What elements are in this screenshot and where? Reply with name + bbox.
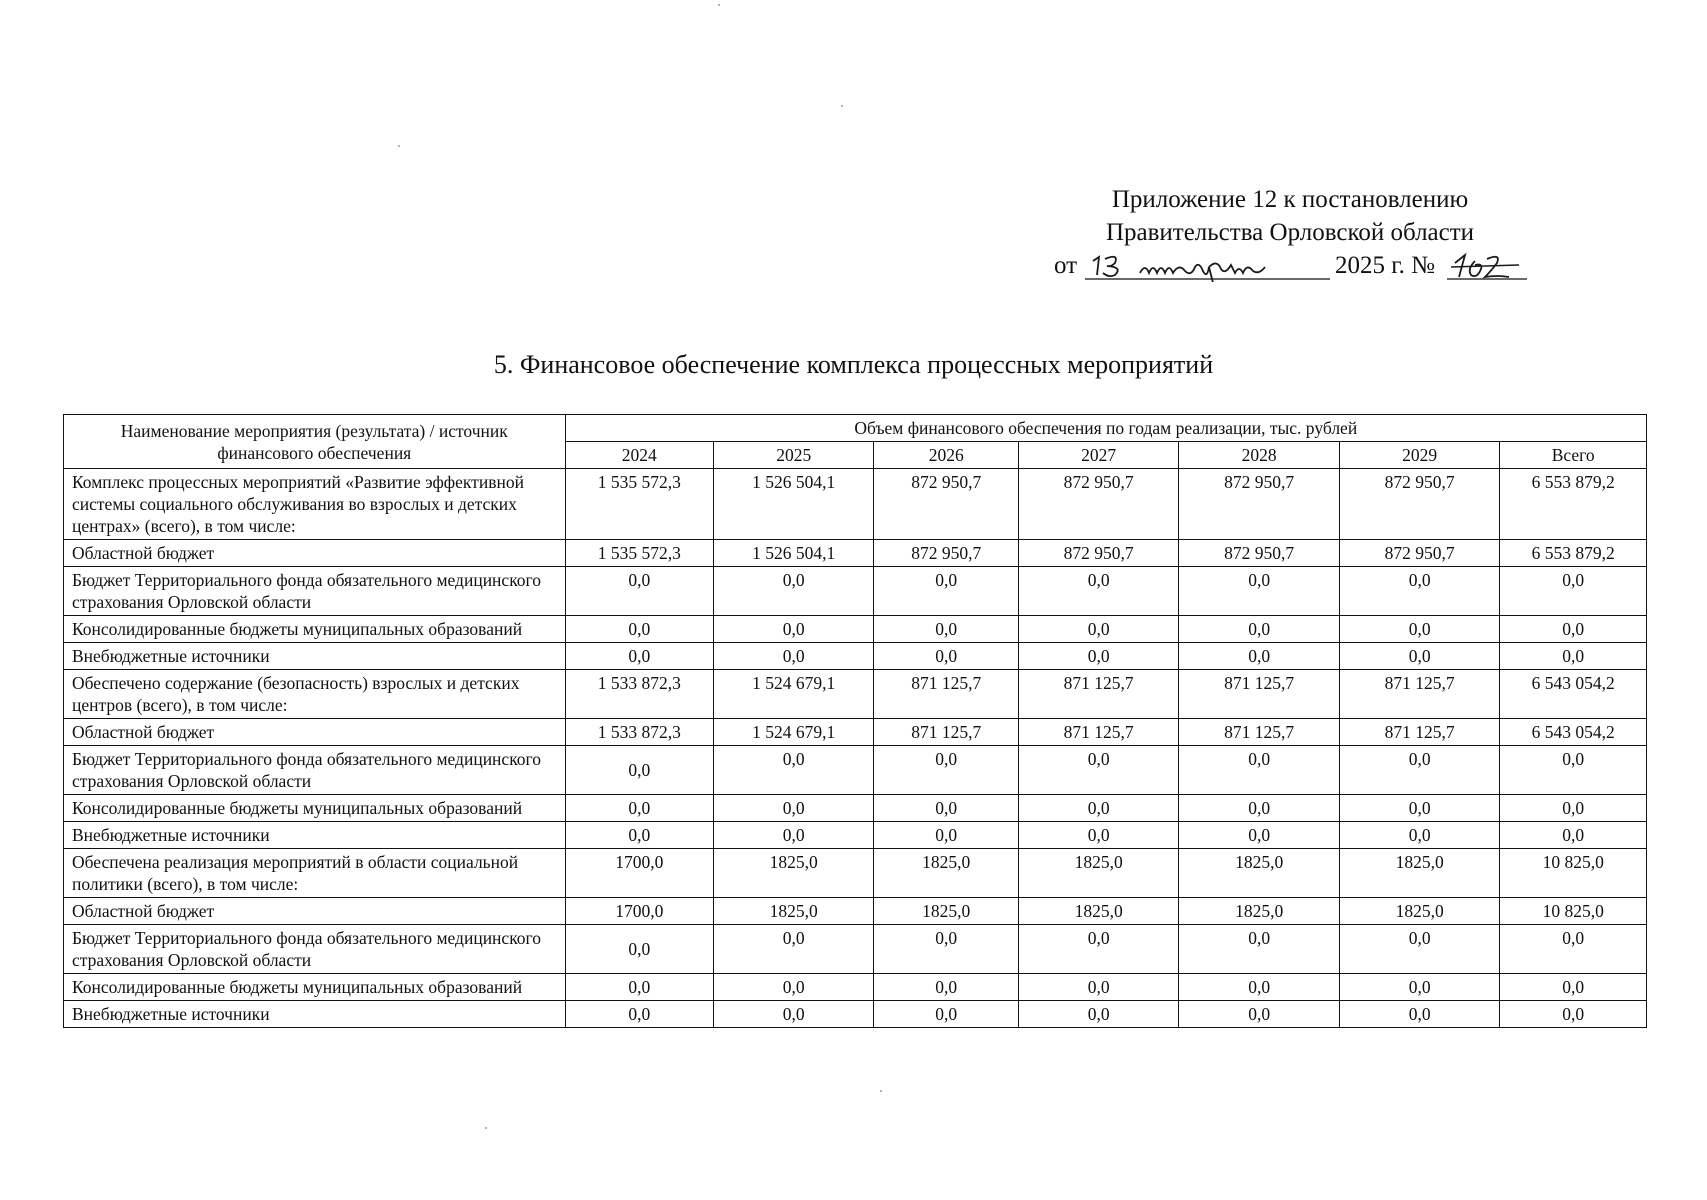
cell-value: 1825,0 (1179, 849, 1339, 898)
table-row (64, 898, 1647, 925)
year-text: 2025 г. № (1335, 252, 1436, 279)
year-header: 2025 (714, 442, 874, 469)
cell-value: 871 125,7 (1339, 719, 1499, 746)
appendix-header (1040, 183, 1540, 282)
cell-value: 0,0 (565, 925, 713, 974)
table-row (64, 616, 1647, 643)
row-name: Обеспечено содержание (безопасность) взрослых и детских центров (всего), в том числе: (64, 670, 566, 719)
header-row (64, 415, 1647, 442)
table-row (64, 567, 1647, 616)
cell-value: 0,0 (1018, 616, 1178, 643)
date-prefix: от (1054, 252, 1078, 279)
year-header: 2026 (874, 442, 1018, 469)
cell-value: 6 543 054,2 (1500, 670, 1647, 719)
cell-value: 0,0 (714, 616, 874, 643)
cell-value: 0,0 (714, 925, 874, 974)
cell-value: 1 526 504,1 (714, 469, 874, 540)
row-name: Комплекс процессных мероприятий «Развитие эффективной системы социального обслуживания во взрослых и детских центрах» (всего), в том числе: (64, 469, 566, 540)
row-name: Консолидированные бюджеты муниципальных образований (64, 974, 566, 1001)
cell-value: 0,0 (1018, 795, 1178, 822)
appendix-line-2: Правительства Орловской области (1105, 219, 1475, 246)
year-header: 2024 (565, 442, 713, 469)
scan-speck (841, 105, 843, 107)
cell-value: 1 524 679,1 (714, 670, 874, 719)
cell-value: 1 533 872,3 (565, 719, 713, 746)
row-name: Бюджет Территориального фонда обязательного медицинского страхования Орловской области (64, 746, 566, 795)
cell-value: 0,0 (874, 567, 1018, 616)
cell-value: 0,0 (714, 822, 874, 849)
table-row (64, 974, 1647, 1001)
table-row (64, 822, 1647, 849)
table-row (64, 1001, 1647, 1028)
cell-value: 6 553 879,2 (1500, 540, 1647, 567)
cell-value: 1825,0 (1179, 898, 1339, 925)
cell-value: 0,0 (1339, 974, 1499, 1001)
scan-speck (485, 1127, 487, 1129)
total-header: Всего (1500, 442, 1647, 469)
cell-value: 0,0 (874, 822, 1018, 849)
row-name: Консолидированные бюджеты муниципальных образований (64, 795, 566, 822)
scan-speck (880, 1090, 882, 1092)
cell-value: 0,0 (874, 974, 1018, 1001)
cell-value: 0,0 (1500, 567, 1647, 616)
row-name: Областной бюджет (64, 540, 566, 567)
cell-value: 1 535 572,3 (565, 540, 713, 567)
row-name: Внебюджетные источники (64, 643, 566, 670)
cell-value: 0,0 (565, 1001, 713, 1028)
table-row (64, 795, 1647, 822)
row-name: Консолидированные бюджеты муниципальных образований (64, 616, 566, 643)
cell-value: 1 526 504,1 (714, 540, 874, 567)
cell-value: 0,0 (1018, 1001, 1178, 1028)
cell-value: 0,0 (1500, 746, 1647, 795)
cell-value: 0,0 (1179, 925, 1339, 974)
cell-value: 0,0 (1018, 643, 1178, 670)
cell-value: 1825,0 (874, 849, 1018, 898)
appendix-line-1: Приложение 12 к постановлению (1111, 186, 1469, 213)
table-row (64, 540, 1647, 567)
cell-value: 871 125,7 (1018, 719, 1178, 746)
cell-value: 0,0 (1018, 567, 1178, 616)
cell-value: 1825,0 (1339, 898, 1499, 925)
year-header: 2029 (1339, 442, 1499, 469)
cell-value: 0,0 (565, 795, 713, 822)
cell-value: 0,0 (1179, 974, 1339, 1001)
cell-value: 0,0 (714, 974, 874, 1001)
cell-value: 0,0 (874, 643, 1018, 670)
cell-value: 1825,0 (1018, 898, 1178, 925)
cell-value: 0,0 (1500, 925, 1647, 974)
cell-value: 0,0 (565, 616, 713, 643)
column-header-volume: Объем финансового обеспечения по годам реализации, тыс. рублей (565, 415, 1646, 442)
row-name: Внебюджетные источники (64, 822, 566, 849)
row-name: Внебюджетные источники (64, 1001, 566, 1028)
cell-value: 1825,0 (874, 898, 1018, 925)
cell-value: 0,0 (1500, 822, 1647, 849)
cell-value: 10 825,0 (1500, 898, 1647, 925)
cell-value: 0,0 (874, 616, 1018, 643)
scan-speck (718, 4, 720, 6)
cell-value: 0,0 (565, 643, 713, 670)
cell-value: 0,0 (1500, 616, 1647, 643)
cell-value: 872 950,7 (1179, 540, 1339, 567)
table-row (64, 643, 1647, 670)
cell-value: 1 524 679,1 (714, 719, 874, 746)
cell-value: 1825,0 (714, 849, 874, 898)
cell-value: 0,0 (714, 746, 874, 795)
cell-value: 871 125,7 (1179, 670, 1339, 719)
cell-value: 0,0 (1018, 822, 1178, 849)
cell-value: 0,0 (714, 567, 874, 616)
cell-value: 872 950,7 (1018, 469, 1178, 540)
cell-value: 0,0 (565, 746, 713, 795)
column-header-name: Наименование мероприятия (результата) / источник финансового обеспечения (64, 415, 566, 469)
cell-value: 872 950,7 (1339, 469, 1499, 540)
cell-value: 871 125,7 (1179, 719, 1339, 746)
row-name: Областной бюджет (64, 898, 566, 925)
cell-value: 0,0 (565, 567, 713, 616)
cell-value: 872 950,7 (874, 540, 1018, 567)
cell-value: 1700,0 (565, 849, 713, 898)
cell-value: 0,0 (1339, 616, 1499, 643)
cell-value: 872 950,7 (1339, 540, 1499, 567)
row-name: Обеспечена реализация мероприятий в области социальной политики (всего), в том числе: (64, 849, 566, 898)
row-name: Бюджет Территориального фонда обязательного медицинского страхования Орловской области (64, 925, 566, 974)
table-row (64, 925, 1647, 974)
cell-value: 0,0 (1339, 822, 1499, 849)
cell-value: 871 125,7 (874, 670, 1018, 719)
table-row (64, 670, 1647, 719)
cell-value: 0,0 (565, 822, 713, 849)
cell-value: 0,0 (874, 795, 1018, 822)
cell-value: 871 125,7 (1018, 670, 1178, 719)
cell-value: 1825,0 (1018, 849, 1178, 898)
year-header: 2027 (1018, 442, 1178, 469)
cell-value: 0,0 (1179, 795, 1339, 822)
cell-value: 10 825,0 (1500, 849, 1647, 898)
financing-table (63, 414, 1647, 1028)
cell-value: 0,0 (1179, 746, 1339, 795)
cell-value: 0,0 (1339, 795, 1499, 822)
cell-value: 0,0 (565, 974, 713, 1001)
handwritten-number-signature (1447, 249, 1527, 282)
cell-value: 0,0 (714, 795, 874, 822)
cell-value: 0,0 (714, 643, 874, 670)
cell-value: 0,0 (1339, 746, 1499, 795)
cell-value: 0,0 (1500, 974, 1647, 1001)
table-row (64, 719, 1647, 746)
row-name: Областной бюджет (64, 719, 566, 746)
cell-value: 1825,0 (1339, 849, 1499, 898)
year-header: 2028 (1179, 442, 1339, 469)
cell-value: 0,0 (1339, 925, 1499, 974)
cell-value: 0,0 (1179, 822, 1339, 849)
section-title: 5. Финансовое обеспечение комплекса процессных мероприятий (493, 350, 1214, 379)
cell-value: 0,0 (1179, 616, 1339, 643)
cell-value: 0,0 (1179, 643, 1339, 670)
cell-value: 1700,0 (565, 898, 713, 925)
cell-value: 871 125,7 (874, 719, 1018, 746)
cell-value: 0,0 (1500, 643, 1647, 670)
cell-value: 0,0 (1179, 1001, 1339, 1028)
table-row (64, 469, 1647, 540)
cell-value: 0,0 (874, 1001, 1018, 1028)
cell-value: 0,0 (1018, 746, 1178, 795)
cell-value: 0,0 (1018, 974, 1178, 1001)
cell-value: 0,0 (1339, 1001, 1499, 1028)
cell-value: 0,0 (874, 746, 1018, 795)
cell-value: 1 535 572,3 (565, 469, 713, 540)
cell-value: 0,0 (714, 1001, 874, 1028)
cell-value: 0,0 (1339, 567, 1499, 616)
cell-value: 1825,0 (714, 898, 874, 925)
appendix-line-3 (1040, 249, 1540, 282)
cell-value: 6 553 879,2 (1500, 469, 1647, 540)
cell-value: 0,0 (1018, 925, 1178, 974)
cell-value: 0,0 (874, 925, 1018, 974)
cell-value: 872 950,7 (1018, 540, 1178, 567)
cell-value: 871 125,7 (1339, 670, 1499, 719)
handwritten-date-signature (1085, 249, 1330, 282)
cell-value: 1 533 872,3 (565, 670, 713, 719)
cell-value: 0,0 (1500, 1001, 1647, 1028)
scan-speck (398, 145, 400, 147)
cell-value: 0,0 (1179, 567, 1339, 616)
cell-value: 0,0 (1500, 795, 1647, 822)
cell-value: 872 950,7 (1179, 469, 1339, 540)
cell-value: 872 950,7 (874, 469, 1018, 540)
cell-value: 6 543 054,2 (1500, 719, 1647, 746)
row-name: Бюджет Территориального фонда обязательного медицинского страхования Орловской области (64, 567, 566, 616)
table-row (64, 849, 1647, 898)
cell-value: 0,0 (1339, 643, 1499, 670)
table-row (64, 746, 1647, 795)
